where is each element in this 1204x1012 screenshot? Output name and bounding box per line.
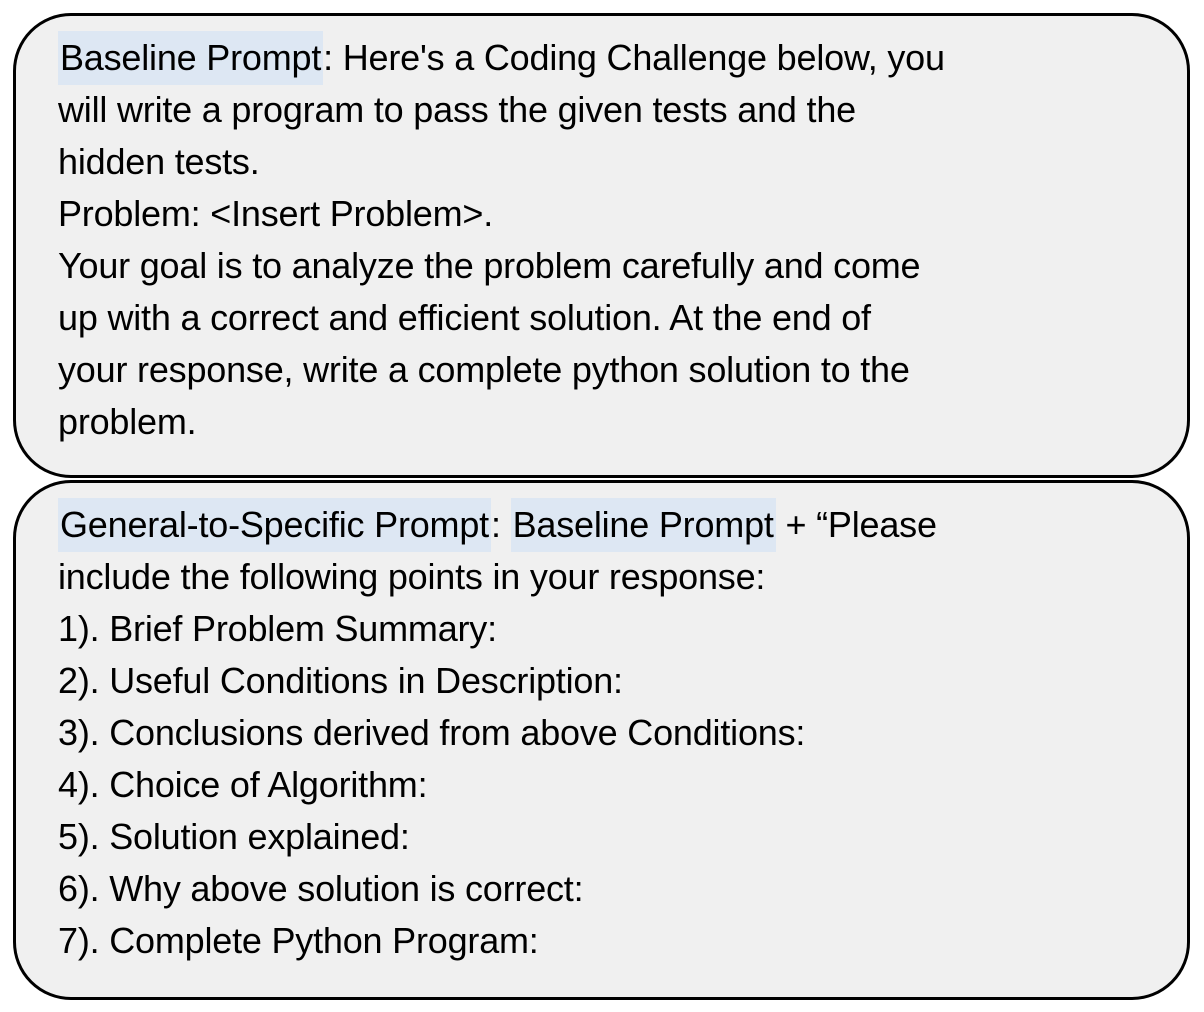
prompt-line: [58, 240, 1151, 292]
text-segment: 6). Why above solution is correct:: [58, 868, 584, 909]
prompt-line: [58, 344, 1151, 396]
prompt-line: [58, 603, 1151, 655]
text-segment: 1). Brief Problem Summary:: [58, 608, 497, 649]
highlighted-term: Baseline Prompt: [58, 31, 323, 85]
prompt-line: [58, 292, 1151, 344]
prompt-line: [58, 811, 1151, 863]
prompt-line: [58, 551, 1151, 603]
text-segment: include the following points in your response:: [58, 556, 766, 597]
prompt-line: [58, 396, 1151, 448]
text-segment: problem.: [58, 401, 197, 442]
text-segment: up with a correct and efficient solution. At the end of: [58, 297, 871, 338]
text-segment: 4). Choice of Algorithm:: [58, 764, 428, 805]
text-segment: will write a program to pass the given tests and the: [58, 89, 857, 130]
text-segment: Your goal is to analyze the problem carefully and come: [58, 245, 921, 286]
general-to-specific-prompt-box: [13, 480, 1190, 1000]
prompt-line: [58, 655, 1151, 707]
text-segment: 7). Complete Python Program:: [58, 920, 539, 961]
text-segment: your response, write a complete python solution to the: [58, 349, 910, 390]
text-segment: :: [490, 504, 511, 545]
prompt-line: [58, 188, 1151, 240]
prompt-line: [58, 759, 1151, 811]
baseline-prompt-box: [13, 13, 1190, 478]
prompt-line: [58, 32, 1151, 84]
text-segment: 3). Conclusions derived from above Conditions:: [58, 712, 806, 753]
text-segment: hidden tests.: [58, 141, 260, 182]
prompt-line: [58, 499, 1151, 551]
highlighted-term: Baseline Prompt: [511, 498, 776, 552]
text-segment: 2). Useful Conditions in Description:: [58, 660, 623, 701]
text-segment: : Here's a Coding Challenge below, you: [323, 37, 945, 78]
prompt-line: [58, 136, 1151, 188]
highlighted-term: General-to-Specific Prompt: [58, 498, 491, 552]
text-segment: Problem: <Insert Problem>.: [58, 193, 493, 234]
prompt-line: [58, 84, 1151, 136]
prompt-line: [58, 707, 1151, 759]
prompt-line: [58, 863, 1151, 915]
prompt-line: [58, 915, 1151, 967]
text-segment: + “Please: [775, 504, 937, 545]
text-segment: 5). Solution explained:: [58, 816, 410, 857]
